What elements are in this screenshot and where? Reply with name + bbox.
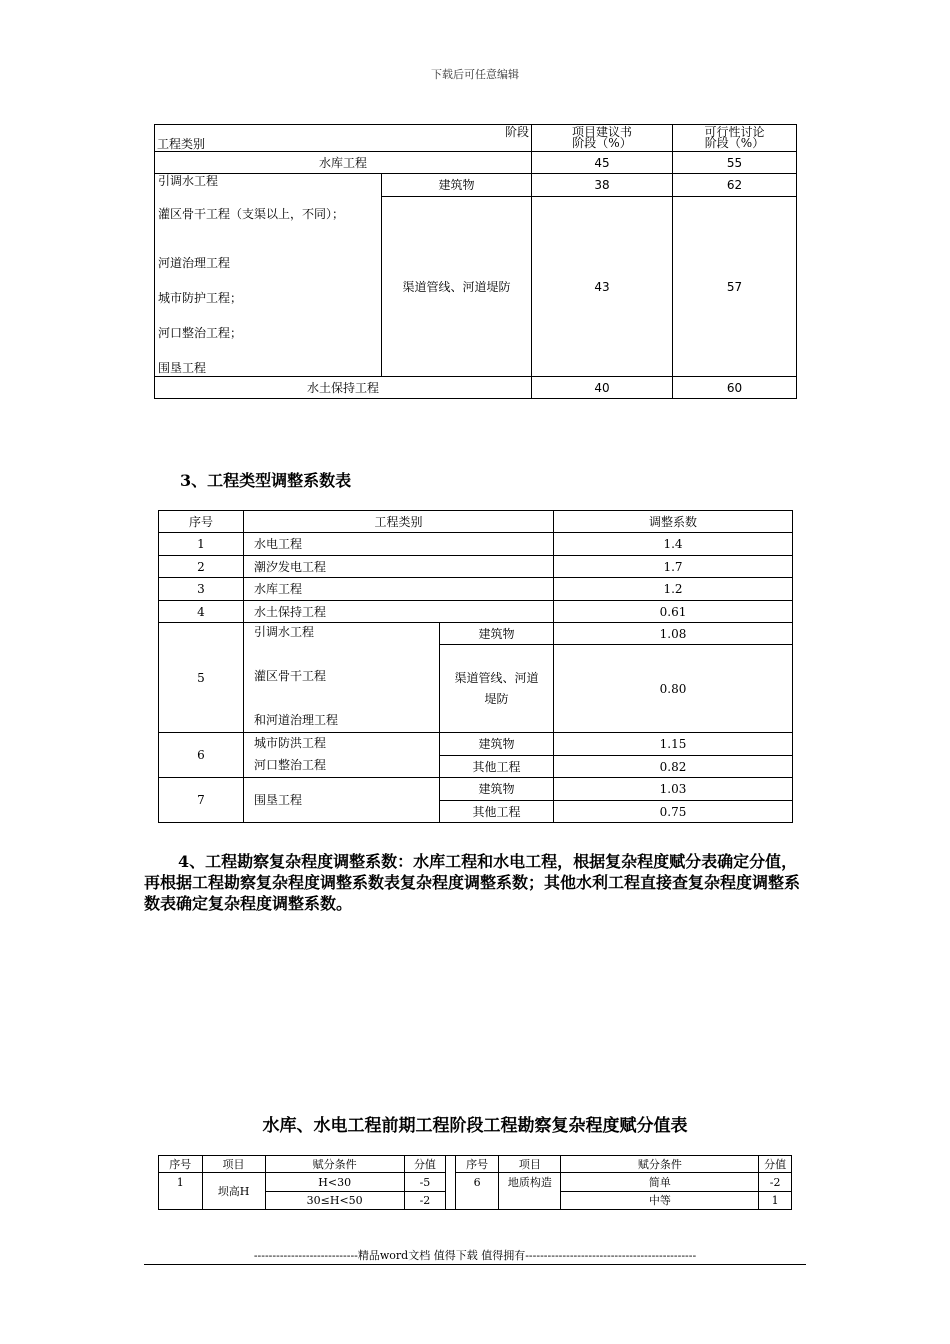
- table-row: 渠道管线、河道堤防 0.80: [159, 645, 793, 733]
- table-row: 7 围垦工程 建筑物 1.03: [159, 778, 793, 801]
- table-row: 水土保持工程 40 60: [155, 377, 797, 399]
- footer-text: ----------------------------精品word文档 值得下载 值得拥有----------------------------------------------: [253, 1249, 697, 1262]
- table-row: 1 坝高H H<30 -5 6 地质构造 简单 -2: [159, 1173, 792, 1192]
- table3-header-score-left: 分值: [404, 1156, 445, 1173]
- table1-col3-l2: 阶段（%）: [704, 136, 765, 150]
- table3-header-no-right: 序号: [455, 1156, 499, 1173]
- stage-ratio-table: [154, 124, 797, 399]
- table-row: 1 水电工程 1.4: [159, 533, 793, 556]
- table1-col3-l1: 可行性讨论: [704, 125, 765, 139]
- type-coefficient-table: [158, 510, 793, 823]
- table2-header-coef: 调整系数: [554, 511, 793, 533]
- table3-gap: [446, 1156, 456, 1210]
- complexity-score-table: [158, 1155, 792, 1210]
- table2-header-no: 序号: [159, 511, 244, 533]
- table-row: 引调水工程 灌区骨干工程（支渠以上，不同）； 河道治理工程 城市防护工程； 河口整治工程； 围垦工程 建筑物 38 62: [155, 174, 797, 197]
- paragraph-4: 4、工程勘察复杂程度调整系数：水库工程和水电工程，根据复杂程度赋分表确定分值，再根据工程勘察复杂程度调整系数表复杂程度调整系数；其他水利工程直接查复杂程度调整系数表确定复杂程度调整系数。: [144, 852, 801, 913]
- table1-corner-cell: [155, 125, 532, 152]
- table3-header-no-left: 序号: [159, 1156, 203, 1173]
- table3-title: 水库、水电工程前期工程阶段工程勘察复杂程度赋分值表: [262, 1116, 688, 1136]
- section3-heading: 3、工程类型调整系数表: [180, 471, 352, 490]
- table1-col2-l1: 项目建议书: [571, 125, 632, 139]
- table1-corner-stage: 阶段: [504, 125, 529, 139]
- table-row: 4 水土保持工程 0.61: [159, 601, 793, 623]
- table3-header-cond-right: 赋分条件: [561, 1156, 759, 1173]
- table1-col2-header: [532, 125, 673, 152]
- table1-col3-header: [673, 125, 797, 152]
- header-note: 下载后可任意编辑: [431, 68, 519, 81]
- table-row: 3 水库工程 1.2: [159, 578, 793, 601]
- table-row: 其他工程 0.75: [159, 801, 793, 823]
- table1-col2-l2: 阶段（%）: [572, 136, 632, 150]
- table2-header-type: 工程类别: [244, 511, 554, 533]
- table-row: 渠道管线、河道堤防 43 57: [155, 197, 797, 377]
- table-row: 2 潮汐发电工程 1.7: [159, 556, 793, 578]
- table3-header-cond-left: 赋分条件: [265, 1156, 404, 1173]
- table1-group-cell: 引调水工程 灌区骨干工程（支渠以上，不同）； 河道治理工程 城市防护工程； 河口整治工程； 围垦工程: [155, 174, 382, 377]
- table-row: 水库工程 45 55: [155, 152, 797, 174]
- table-row: 30≤H<50 -2 中等 1: [159, 1192, 792, 1210]
- footer-divider: [144, 1264, 806, 1265]
- table3-header-score-right: 分值: [759, 1156, 792, 1173]
- table1-corner-type: 工程类别: [157, 137, 206, 151]
- table-row: 5 引调水工程 灌区骨干工程 和河道治理工程 建筑物 1.08: [159, 623, 793, 645]
- table-row: 6 城市防洪工程 河口整治工程 建筑物 1.15: [159, 733, 793, 756]
- table-row: 其他工程 0.82: [159, 756, 793, 778]
- table3-header-item-right: 项目: [499, 1156, 561, 1173]
- table3-header-item-left: 项目: [202, 1156, 265, 1173]
